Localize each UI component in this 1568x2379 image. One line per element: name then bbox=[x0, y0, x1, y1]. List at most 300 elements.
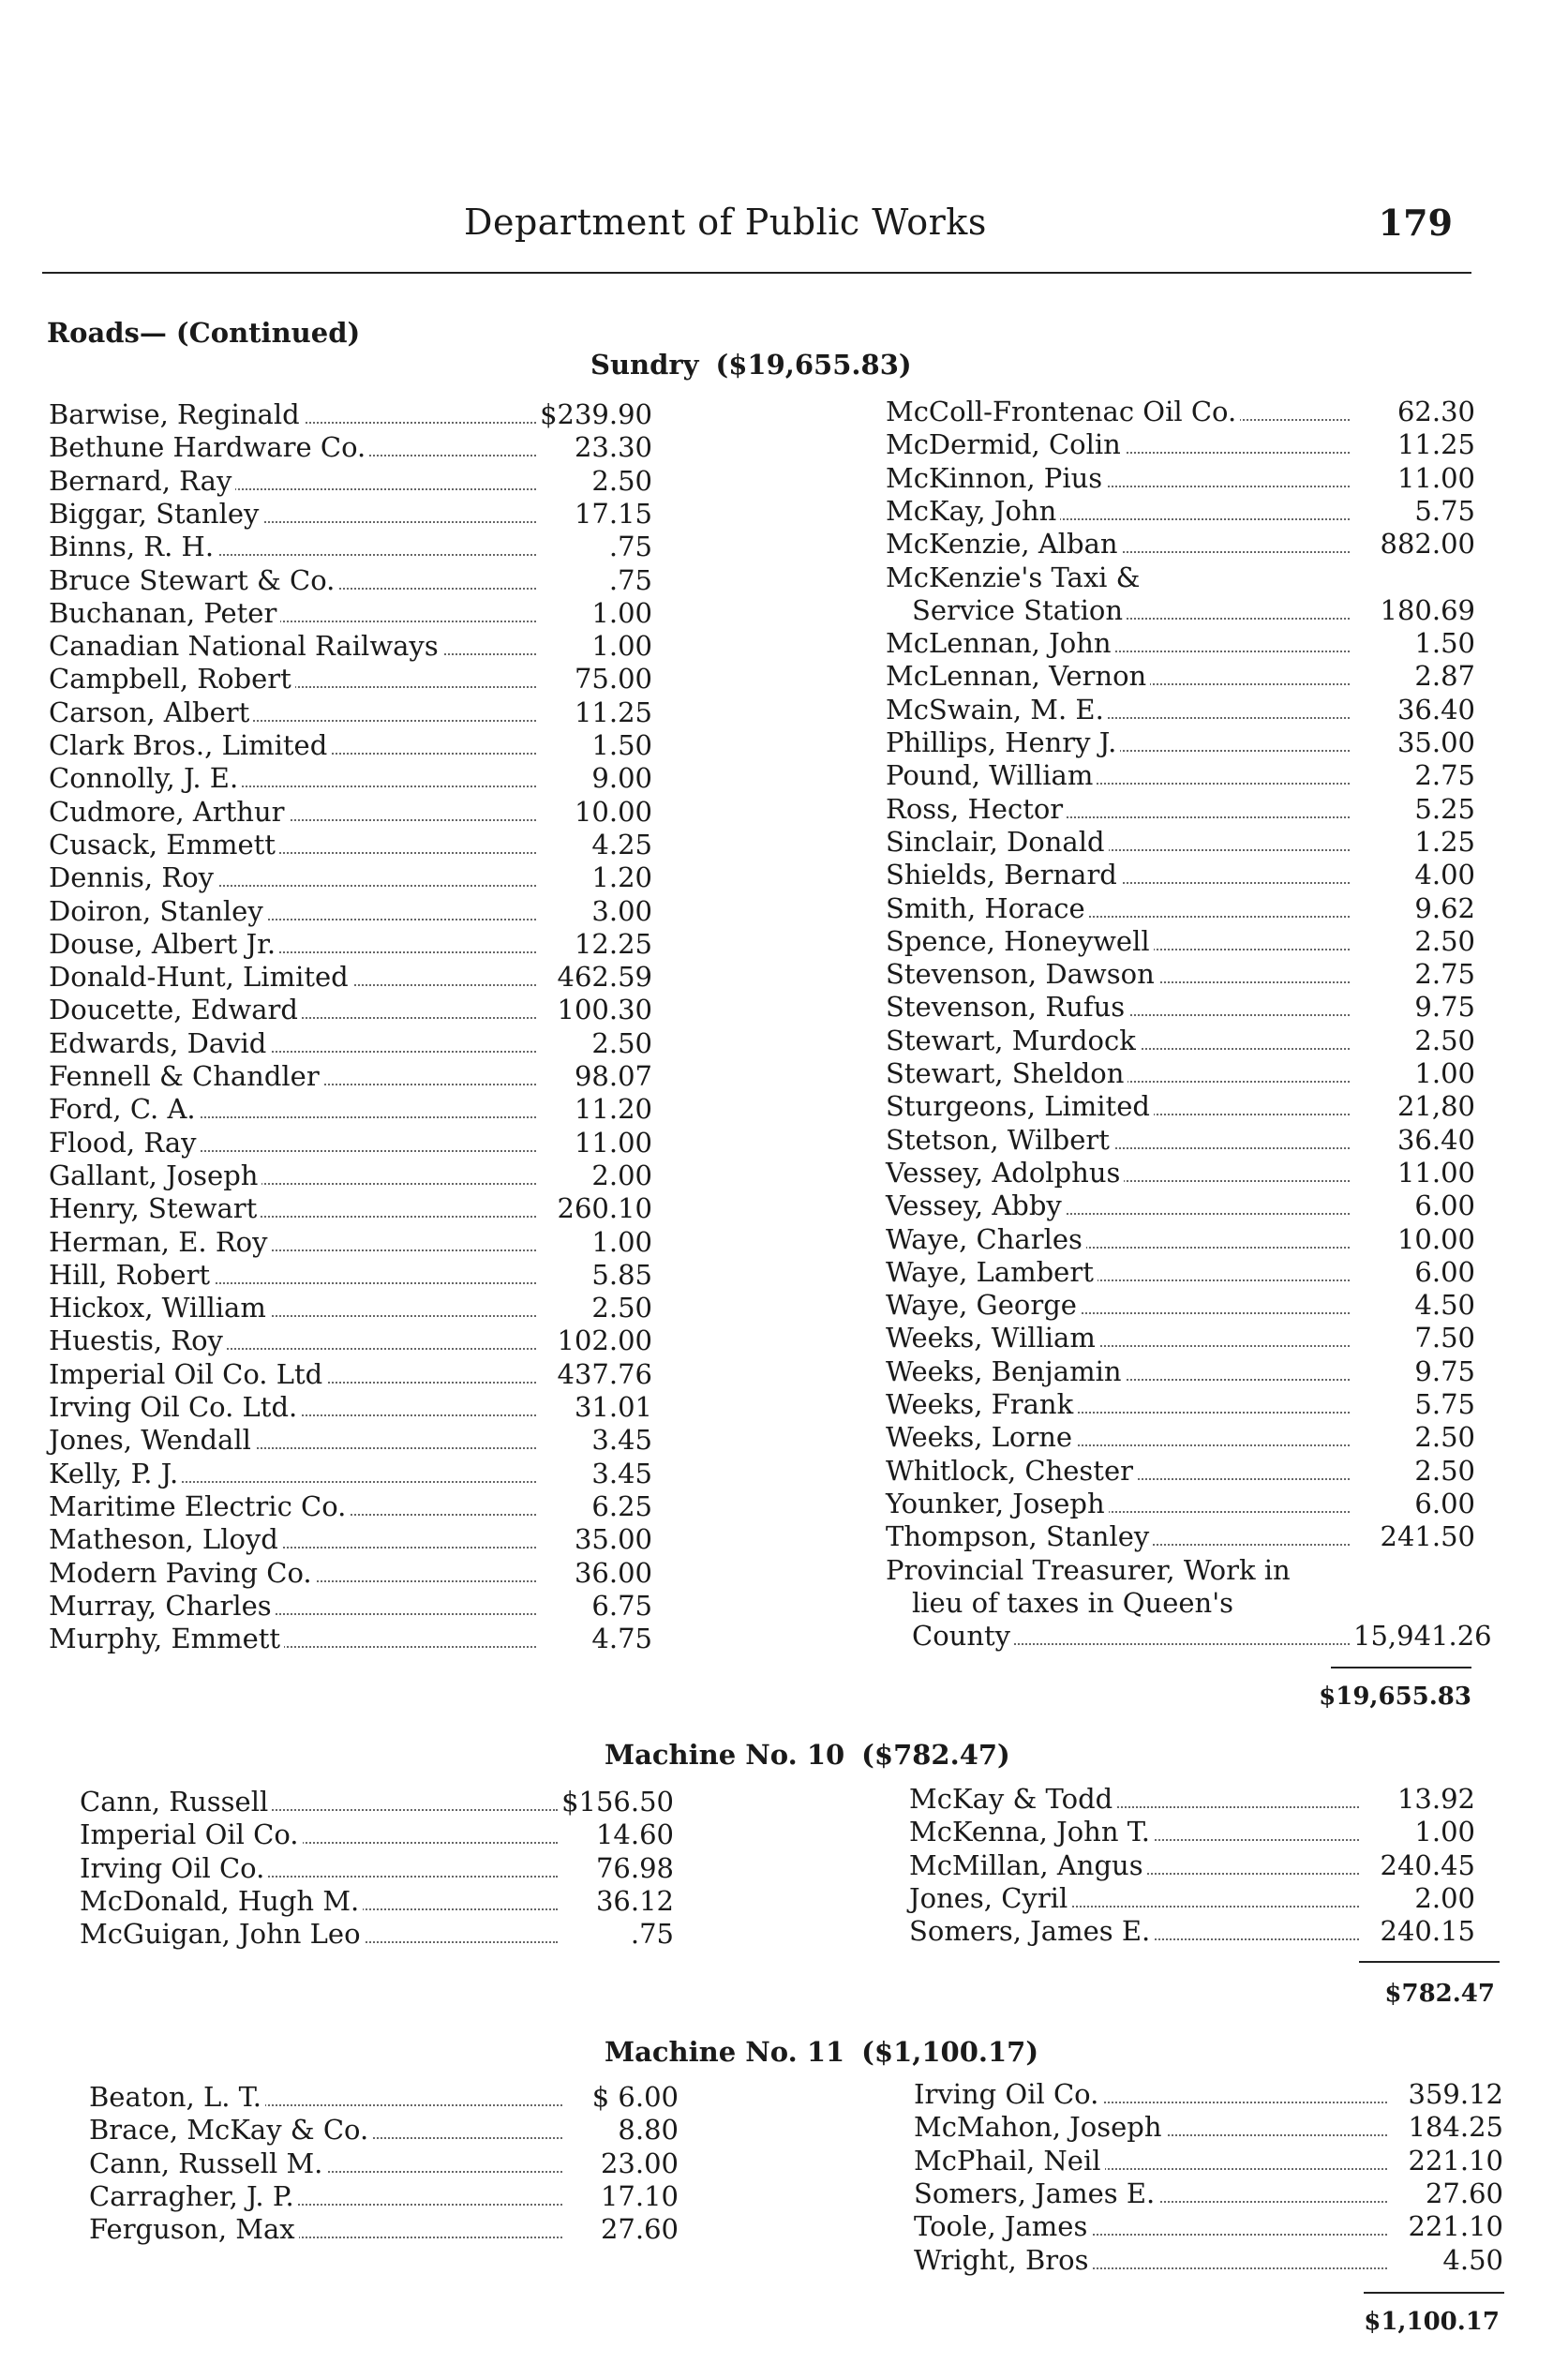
ledger-row bbox=[886, 627, 1475, 660]
ledger-row bbox=[909, 1848, 1475, 1881]
amount: 23.30 bbox=[536, 431, 652, 463]
amount: 1.00 bbox=[1359, 1816, 1475, 1848]
amount: 2.00 bbox=[1359, 1882, 1475, 1914]
ledger-row bbox=[89, 2147, 679, 2179]
ledger-row bbox=[886, 1024, 1475, 1056]
ledger-row bbox=[914, 2243, 1503, 2276]
payee-name: Modern Paving Co. bbox=[49, 1557, 316, 1589]
payee-name: McKenzie, Alban bbox=[886, 528, 1122, 560]
payee-name: Flood, Ray bbox=[49, 1127, 201, 1159]
payee-name: Douse, Albert Jr. bbox=[49, 928, 279, 960]
payee-name: Maritime Electric Co. bbox=[49, 1490, 350, 1522]
payee-name: Younker, Joseph bbox=[886, 1488, 1109, 1519]
ledger-row bbox=[49, 894, 652, 927]
ledger-row bbox=[909, 1783, 1475, 1815]
payee-name: Dennis, Roy bbox=[49, 861, 217, 893]
ledger-row bbox=[49, 1357, 652, 1390]
amount: 5.25 bbox=[1350, 793, 1475, 825]
payee-name: McKay & Todd bbox=[909, 1783, 1116, 1815]
amount: 180.69 bbox=[1350, 594, 1475, 626]
payee-name: Weeks, William bbox=[886, 1322, 1099, 1354]
amount: 17.15 bbox=[536, 498, 652, 530]
ledger-row bbox=[49, 861, 652, 894]
ledger-row bbox=[49, 795, 652, 828]
payee-name: McGuigan, John Leo bbox=[80, 1918, 365, 1950]
ledger-row bbox=[49, 1324, 652, 1357]
amount: 11.00 bbox=[1350, 462, 1475, 494]
amount: 36.00 bbox=[536, 1557, 652, 1589]
ledger-row bbox=[80, 1851, 674, 1884]
ledger-row bbox=[49, 762, 652, 795]
payee-name: Whitlock, Chester bbox=[886, 1455, 1137, 1487]
ledger-row bbox=[49, 497, 652, 530]
group-total-label: ($19,655.83) bbox=[715, 349, 912, 381]
ledger-row bbox=[49, 630, 652, 663]
ledger-row bbox=[49, 696, 652, 728]
amount: 2.50 bbox=[536, 1027, 652, 1059]
ledger-row bbox=[914, 2144, 1503, 2177]
payee-name: Stewart, Sheldon bbox=[886, 1057, 1127, 1089]
ledger-row bbox=[49, 531, 652, 563]
payee-name: Hickox, William bbox=[49, 1292, 270, 1324]
ledger-row bbox=[49, 1060, 652, 1092]
ledger-row bbox=[49, 927, 652, 960]
amount: .75 bbox=[536, 531, 652, 562]
ledger-row bbox=[49, 596, 652, 629]
amount: 7.50 bbox=[1350, 1322, 1475, 1354]
payee-name: Carragher, J. P. bbox=[89, 2180, 298, 2212]
ledger-row bbox=[49, 563, 652, 596]
payee-name: Clark Bros., Limited bbox=[49, 729, 331, 761]
ledger-row bbox=[49, 431, 652, 464]
payee-name: Binns, R. H. bbox=[49, 531, 217, 562]
header-rule bbox=[42, 272, 1471, 274]
ledger-row bbox=[886, 660, 1475, 693]
ledger-row bbox=[886, 1587, 1471, 1619]
ledger-row bbox=[80, 1786, 674, 1818]
ledger-row bbox=[886, 693, 1475, 726]
amount: 12.25 bbox=[536, 928, 652, 960]
payee-name: Waye, Lambert bbox=[886, 1256, 1098, 1288]
ledger-row bbox=[49, 961, 652, 994]
amount: 3.00 bbox=[536, 895, 652, 927]
ledger-row bbox=[909, 1915, 1475, 1948]
amount: 1.50 bbox=[536, 729, 652, 761]
amount: 75.00 bbox=[536, 663, 652, 695]
ledger-row bbox=[49, 1489, 652, 1522]
amount: 27.60 bbox=[562, 2213, 679, 2245]
payee-name: Barwise, Reginald bbox=[49, 398, 304, 430]
amount: 9.75 bbox=[1350, 1355, 1475, 1387]
amount: $156.50 bbox=[558, 1786, 674, 1818]
ledger-row bbox=[886, 1057, 1475, 1089]
amount: $239.90 bbox=[536, 398, 652, 430]
payee-name: Huestis, Roy bbox=[49, 1324, 227, 1356]
ledger-row bbox=[886, 1520, 1475, 1553]
ledger-row bbox=[886, 792, 1475, 825]
payee-name: Wright, Bros bbox=[914, 2244, 1093, 2276]
ledger-row bbox=[886, 561, 1471, 593]
payee-name: Spence, Honeywell bbox=[886, 925, 1154, 957]
amount: .75 bbox=[558, 1918, 674, 1950]
amount: 3.45 bbox=[536, 1458, 652, 1489]
payee-name: Brace, McKay & Co. bbox=[89, 2114, 372, 2146]
payee-name: Campbell, Robert bbox=[49, 663, 295, 695]
ledger-row bbox=[914, 2078, 1503, 2110]
payee-name: Provincial Treasurer, Work in bbox=[886, 1554, 1294, 1586]
payee-name: McSwain, M. E. bbox=[886, 694, 1108, 726]
payee-name: Stevenson, Rufus bbox=[886, 991, 1128, 1023]
amount: 2.75 bbox=[1350, 958, 1475, 990]
ledger-row bbox=[49, 398, 652, 430]
payee-name: Pound, William bbox=[886, 759, 1097, 791]
amount: 1.50 bbox=[1350, 627, 1475, 659]
ledger-row bbox=[886, 1388, 1475, 1420]
payee-name: Gallant, Joseph bbox=[49, 1160, 261, 1191]
ledger-row bbox=[886, 1222, 1475, 1255]
ledger-row bbox=[49, 828, 652, 860]
amount: 882.00 bbox=[1350, 528, 1475, 560]
group-total-label: ($782.47) bbox=[861, 1739, 1010, 1771]
ledger-row bbox=[80, 1884, 674, 1917]
amount: 10.00 bbox=[536, 796, 652, 828]
ledger-row bbox=[886, 891, 1475, 924]
payee-name: Fennell & Chandler bbox=[49, 1060, 323, 1092]
payee-name: Cann, Russell M. bbox=[89, 2147, 326, 2179]
ledger-row bbox=[49, 1623, 652, 1655]
amount: 11.25 bbox=[1350, 428, 1475, 460]
ledger-row bbox=[89, 2114, 679, 2147]
machine-11-total-rule bbox=[1364, 2292, 1504, 2294]
amount: .75 bbox=[536, 564, 652, 596]
group-title-sundry bbox=[590, 349, 912, 381]
amount: 11.20 bbox=[536, 1093, 652, 1125]
amount: 4.50 bbox=[1387, 2244, 1503, 2276]
payee-name: Cusack, Emmett bbox=[49, 829, 279, 860]
ledger-row bbox=[886, 991, 1475, 1024]
machine-10-total-rule bbox=[1359, 1961, 1500, 1963]
ledger-row bbox=[49, 1026, 652, 1059]
group-name: Machine No. 11 bbox=[605, 2036, 845, 2068]
amount: 6.00 bbox=[1350, 1256, 1475, 1288]
ledger-row bbox=[886, 396, 1475, 427]
payee-name: Jones, Wendall bbox=[49, 1424, 255, 1456]
payee-name: Shields, Bernard bbox=[886, 859, 1121, 890]
ledger-row bbox=[49, 1424, 652, 1457]
amount: 2.75 bbox=[1350, 759, 1475, 791]
amount: 6.00 bbox=[1350, 1488, 1475, 1519]
amount: 62.30 bbox=[1350, 396, 1475, 427]
ledger-row bbox=[914, 2177, 1503, 2209]
payee-name: Donald-Hunt, Limited bbox=[49, 961, 352, 993]
ledger-row bbox=[49, 1391, 652, 1423]
amount: 14.60 bbox=[558, 1818, 674, 1850]
ledger-row bbox=[886, 1354, 1475, 1387]
amount: 2.50 bbox=[1350, 1421, 1475, 1453]
amount: 4.50 bbox=[1350, 1289, 1475, 1321]
group-name: Machine No. 10 bbox=[605, 1739, 845, 1771]
amount: 13.92 bbox=[1359, 1783, 1475, 1815]
amount: 6.00 bbox=[1350, 1190, 1475, 1221]
ledger-row bbox=[49, 1192, 652, 1225]
ledger-row bbox=[49, 1225, 652, 1258]
ledger-row bbox=[49, 994, 652, 1026]
ledger-row bbox=[886, 1090, 1475, 1123]
payee-name: Cann, Russell bbox=[80, 1786, 272, 1818]
page-number: 179 bbox=[1378, 202, 1453, 244]
ledger-row bbox=[49, 729, 652, 761]
amount: 1.00 bbox=[536, 630, 652, 662]
payee-name: Vessey, Adolphus bbox=[886, 1157, 1124, 1189]
payee-name: lieu of taxes in Queen's bbox=[912, 1587, 1237, 1619]
payee-name: Stevenson, Dawson bbox=[886, 958, 1158, 990]
payee-name: Edwards, David bbox=[49, 1027, 270, 1059]
payee-name: Weeks, Benjamin bbox=[886, 1355, 1126, 1387]
payee-name: Waye, Charles bbox=[886, 1223, 1086, 1255]
payee-name: McMahon, Joseph bbox=[914, 2111, 1166, 2143]
ledger-row bbox=[886, 1123, 1475, 1156]
ledger-row bbox=[886, 528, 1475, 561]
amount: 15,941.26 bbox=[1350, 1620, 1475, 1652]
amount: 4.75 bbox=[536, 1623, 652, 1654]
amount: 2.50 bbox=[1350, 925, 1475, 957]
payee-name: Service Station bbox=[912, 594, 1127, 626]
payee-name: Smith, Horace bbox=[886, 892, 1089, 924]
amount: 437.76 bbox=[536, 1358, 652, 1390]
amount: 184.25 bbox=[1387, 2111, 1503, 2143]
payee-name: Doucette, Edward bbox=[49, 994, 302, 1025]
ledger-row bbox=[49, 1258, 652, 1291]
payee-name: Bruce Stewart & Co. bbox=[49, 564, 338, 596]
amount: 17.10 bbox=[562, 2180, 679, 2212]
amount: 240.15 bbox=[1359, 1915, 1475, 1947]
payee-name: McLennan, John bbox=[886, 627, 1115, 659]
payee-name: Imperial Oil Co. bbox=[80, 1818, 303, 1850]
amount: 2.87 bbox=[1350, 660, 1475, 692]
amount: 2.00 bbox=[536, 1160, 652, 1191]
ledger-row bbox=[886, 1156, 1475, 1189]
payee-name: Somers, James E. bbox=[909, 1915, 1154, 1947]
amount: 4.25 bbox=[536, 829, 652, 860]
ledger-row bbox=[80, 1918, 674, 1951]
payee-name: Ferguson, Max bbox=[89, 2213, 299, 2245]
amount: 102.00 bbox=[536, 1324, 652, 1356]
payee-name: Sturgeons, Limited bbox=[886, 1090, 1154, 1122]
section-label: Roads— (Continued) bbox=[47, 317, 361, 349]
amount: 9.75 bbox=[1350, 991, 1475, 1023]
payee-name: Murray, Charles bbox=[49, 1590, 276, 1622]
ledger-row bbox=[909, 1881, 1475, 1914]
payee-name: McKenzie's Taxi & bbox=[886, 561, 1144, 593]
ledger-row bbox=[914, 2111, 1503, 2144]
ledger-row bbox=[886, 1289, 1475, 1322]
group-title-machine-11 bbox=[605, 2036, 1038, 2068]
payee-name: McDermid, Colin bbox=[886, 428, 1125, 460]
amount: 36.40 bbox=[1350, 1124, 1475, 1156]
payee-name: Beaton, L. T. bbox=[89, 2081, 265, 2113]
payee-name: McPhail, Neil bbox=[914, 2145, 1105, 2177]
amount: 4.00 bbox=[1350, 859, 1475, 890]
amount: 23.00 bbox=[562, 2147, 679, 2179]
ledger-row bbox=[89, 2081, 679, 2113]
amount: 11.00 bbox=[1350, 1157, 1475, 1189]
payee-name: Biggar, Stanley bbox=[49, 498, 262, 530]
amount: $ 6.00 bbox=[562, 2081, 679, 2113]
payee-name: McLennan, Vernon bbox=[886, 660, 1150, 692]
ledger-row bbox=[886, 1421, 1475, 1454]
amount: 11.25 bbox=[536, 696, 652, 728]
ledger-row bbox=[49, 1093, 652, 1126]
amount: 6.25 bbox=[536, 1490, 652, 1522]
amount: 5.85 bbox=[536, 1259, 652, 1291]
payee-name: Ross, Hector bbox=[886, 793, 1067, 825]
amount: 21,80 bbox=[1350, 1090, 1475, 1122]
ledger-row bbox=[886, 759, 1475, 792]
amount: 5.75 bbox=[1350, 495, 1475, 527]
ledger-row bbox=[886, 1322, 1475, 1354]
amount: 76.98 bbox=[558, 1852, 674, 1884]
amount: 2.50 bbox=[536, 1292, 652, 1324]
payee-name: McDonald, Hugh M. bbox=[80, 1885, 363, 1917]
ledger-row bbox=[49, 1457, 652, 1489]
payee-name: Phillips, Henry J. bbox=[886, 726, 1120, 758]
payee-name: Matheson, Lloyd bbox=[49, 1523, 282, 1555]
amount: 11.00 bbox=[536, 1127, 652, 1159]
ledger-row bbox=[80, 1818, 674, 1851]
ledger-row bbox=[886, 461, 1475, 494]
payee-name: Irving Oil Co. bbox=[914, 2078, 1102, 2110]
sundry-total-rule bbox=[1331, 1667, 1471, 1668]
payee-name: Irving Oil Co. bbox=[80, 1852, 268, 1884]
ledger-row bbox=[886, 1255, 1475, 1288]
payee-name: Imperial Oil Co. Ltd bbox=[49, 1358, 326, 1390]
ledger-row bbox=[886, 1454, 1475, 1487]
ledger-row bbox=[49, 1589, 652, 1622]
amount: 1.25 bbox=[1350, 826, 1475, 858]
payee-name: Ford, C. A. bbox=[49, 1093, 200, 1125]
payee-name: McKenna, John T. bbox=[909, 1816, 1154, 1848]
payee-name: McKay, John bbox=[886, 495, 1060, 527]
payee-name: Hill, Robert bbox=[49, 1259, 214, 1291]
ledger-row bbox=[886, 428, 1475, 461]
payee-name: Weeks, Frank bbox=[886, 1388, 1077, 1420]
payee-name: Thompson, Stanley bbox=[886, 1520, 1153, 1552]
ledger-row bbox=[886, 958, 1475, 991]
amount: 240.45 bbox=[1359, 1849, 1475, 1881]
amount: 100.30 bbox=[536, 994, 652, 1025]
payee-name: Weeks, Lorne bbox=[886, 1421, 1076, 1453]
amount: 221.10 bbox=[1387, 2145, 1503, 2177]
amount: 36.12 bbox=[558, 1885, 674, 1917]
amount: 35.00 bbox=[536, 1523, 652, 1555]
payee-name: Waye, George bbox=[886, 1289, 1081, 1321]
payee-name: Murphy, Emmett bbox=[49, 1623, 284, 1654]
payee-name: Stetson, Wilbert bbox=[886, 1124, 1113, 1156]
amount: 1.00 bbox=[536, 1226, 652, 1258]
ledger-row bbox=[886, 825, 1475, 858]
ledger-row bbox=[886, 593, 1475, 626]
ledger-row bbox=[886, 1487, 1475, 1519]
payee-name: Somers, James E. bbox=[914, 2177, 1158, 2209]
payee-name: Vessey, Abby bbox=[886, 1190, 1066, 1221]
amount: 2.50 bbox=[536, 465, 652, 497]
machine-10-grand-total: $782.47 bbox=[1384, 1980, 1495, 2008]
amount: 260.10 bbox=[536, 1192, 652, 1224]
amount: 241.50 bbox=[1350, 1520, 1475, 1552]
ledger-row bbox=[886, 859, 1475, 891]
payee-name: McColl-Frontenac Oil Co. bbox=[886, 396, 1240, 427]
ledger-row bbox=[886, 1554, 1471, 1586]
payee-name: Toole, James bbox=[914, 2210, 1091, 2242]
amount: 1.00 bbox=[1350, 1057, 1475, 1089]
ledger-row bbox=[886, 1620, 1492, 1653]
payee-name: Kelly, P. J. bbox=[49, 1458, 182, 1489]
page-header bbox=[42, 202, 1471, 277]
payee-name: Cudmore, Arthur bbox=[49, 796, 289, 828]
amount: 9.00 bbox=[536, 762, 652, 794]
payee-name: Jones, Cyril bbox=[909, 1882, 1071, 1914]
payee-name: Doiron, Stanley bbox=[49, 895, 267, 927]
group-name: Sundry bbox=[590, 349, 699, 381]
payee-name: Bethune Hardware Co. bbox=[49, 431, 369, 463]
ledger-row bbox=[49, 1523, 652, 1556]
amount: 98.07 bbox=[536, 1060, 652, 1092]
payee-name: Carson, Albert bbox=[49, 696, 253, 728]
amount: 2.50 bbox=[1350, 1455, 1475, 1487]
ledger-row bbox=[49, 1159, 652, 1191]
payee-name: Canadian National Railways bbox=[49, 630, 442, 662]
group-title-machine-10 bbox=[605, 1739, 1010, 1771]
payee-name: Bernard, Ray bbox=[49, 465, 235, 497]
payee-name: Herman, E. Roy bbox=[49, 1226, 272, 1258]
group-total-label: ($1,100.17) bbox=[861, 2036, 1039, 2068]
amount: 9.62 bbox=[1350, 892, 1475, 924]
ledger-row bbox=[914, 2210, 1503, 2243]
ledger-row bbox=[886, 1190, 1475, 1222]
ledger-row bbox=[49, 464, 652, 497]
ledger-row bbox=[909, 1816, 1475, 1848]
amount: 1.00 bbox=[536, 597, 652, 629]
amount: 10.00 bbox=[1350, 1223, 1475, 1255]
amount: 359.12 bbox=[1387, 2078, 1503, 2110]
amount: 27.60 bbox=[1387, 2177, 1503, 2209]
ledger-row bbox=[49, 1556, 652, 1589]
payee-name: Buchanan, Peter bbox=[49, 597, 280, 629]
ledger-row bbox=[49, 1126, 652, 1159]
payee-name: County bbox=[912, 1620, 1014, 1652]
amount: 8.80 bbox=[562, 2114, 679, 2146]
amount: 2.50 bbox=[1350, 1025, 1475, 1056]
machine-11-grand-total: $1,100.17 bbox=[1364, 2308, 1500, 2336]
ledger-row bbox=[886, 726, 1475, 758]
payee-name: Stewart, Murdock bbox=[886, 1025, 1140, 1056]
payee-name: McMillan, Angus bbox=[909, 1849, 1147, 1881]
amount: 35.00 bbox=[1350, 726, 1475, 758]
payee-name: Connolly, J. E. bbox=[49, 762, 242, 794]
amount: 36.40 bbox=[1350, 694, 1475, 726]
amount: 462.59 bbox=[536, 961, 652, 993]
ledger-row bbox=[49, 1292, 652, 1324]
ledger-row bbox=[89, 2179, 679, 2212]
amount: 3.45 bbox=[536, 1424, 652, 1456]
ledger-row bbox=[886, 924, 1475, 957]
payee-name: McKinnon, Pius bbox=[886, 462, 1106, 494]
amount: 31.01 bbox=[536, 1391, 652, 1423]
sundry-grand-total: $19,655.83 bbox=[1319, 1683, 1471, 1711]
page-title: Department of Public Works bbox=[464, 202, 987, 243]
amount: 5.75 bbox=[1350, 1388, 1475, 1420]
amount: 1.20 bbox=[536, 861, 652, 893]
